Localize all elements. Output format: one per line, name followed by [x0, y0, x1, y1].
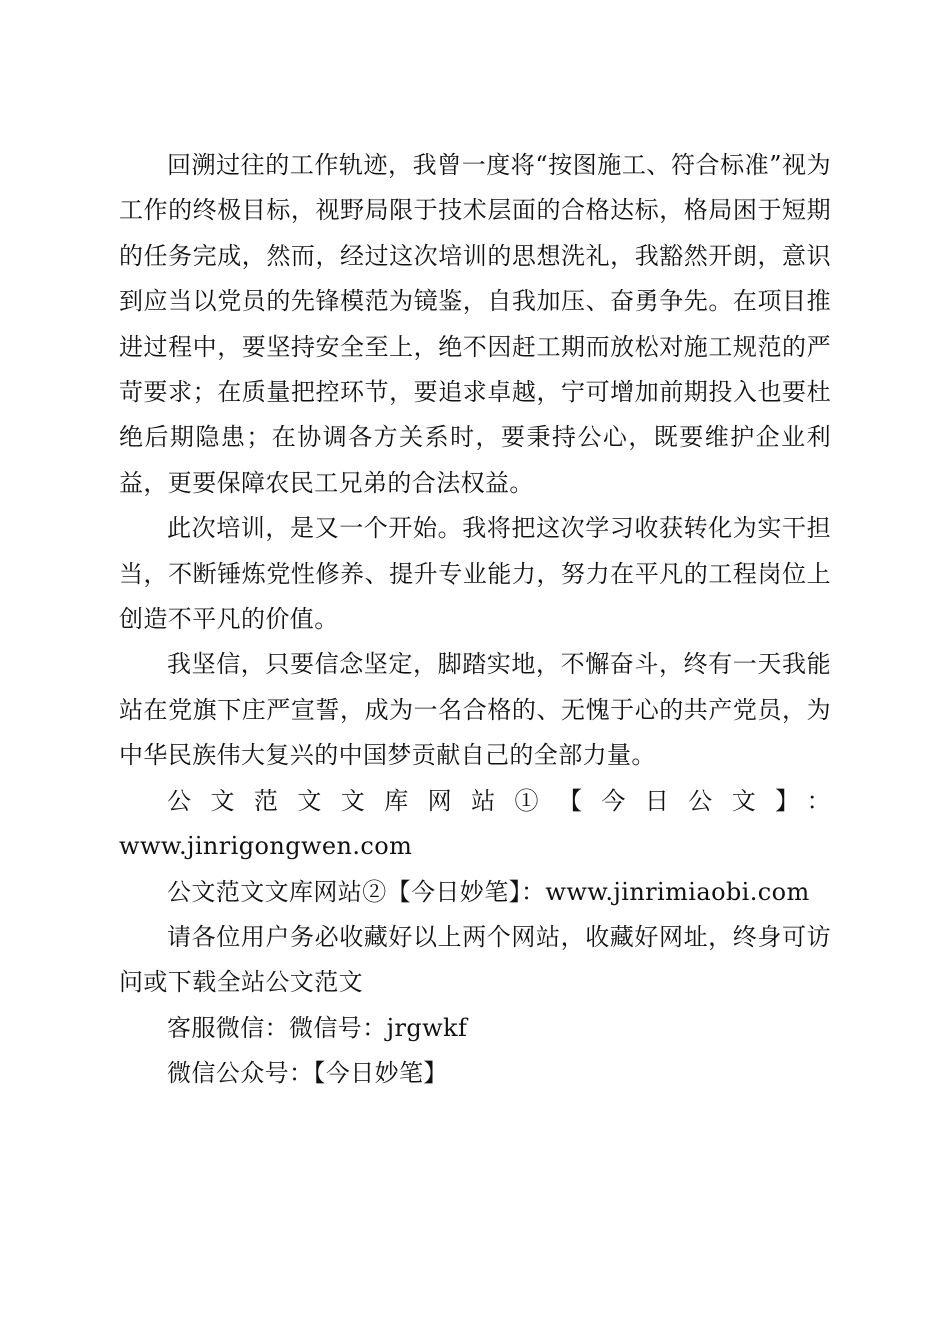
- site-1-label: 公文范文文库网站①【今日公文】：: [167, 786, 831, 815]
- paragraph-reflection: 回溯过往的工作轨迹，我曾一度将“按图施工、符合标准”视为工作的终极目标，视野局限于技术层面的合格达标，格局困于短期的任务完成，然而，经过这次培训的思想洗礼，我豁然开朗，意识到应当以党员的先锋模范为镜鉴，自我加压、奋勇争先。在项目推进过程中，要坚持安全至上，绝不因赶工期而放松对施工规范的严苛要求；在质量把控环节，要追求卓越，宁可增加前期投入也要杜绝后期隐患；在协调各方关系时，要秉持公心，既要维护企业利益，更要保障农民工兄弟的合法权益。: [119, 151, 831, 497]
- bookmark-notice: 请各位用户务必收藏好以上两个网站，收藏好网址，终身可访问或下载全站公文范文: [119, 922, 831, 997]
- wechat-official-line: 微信公众号：【今日妙笔】: [167, 1059, 448, 1088]
- document-page: [119, 143, 831, 1097]
- paragraph-belief: 我坚信，只要信念坚定，脚踏实地，不懈奋斗，终有一天我能站在党旗下庄严宣誓，成为一名合格的、无愧于心的共产党员，为中华民族伟大复兴的中国梦贡献自己的全部力量。: [119, 650, 831, 770]
- paragraph-training: 此次培训，是又一个开始。我将把这次学习收获转化为实干担当，不断锤炼党性修养、提升专业能力，努力在平凡的工程岗位上创造不平凡的价值。: [119, 514, 831, 634]
- wechat-service-line: 客服微信：微信号：jrgwkf: [167, 1013, 468, 1042]
- site-2-line[interactable]: 公文范文文库网站②【今日妙笔】：www.jinrimiaobi.com: [167, 877, 810, 906]
- site-1-url[interactable]: www.jinrigongwen.com: [119, 832, 413, 861]
